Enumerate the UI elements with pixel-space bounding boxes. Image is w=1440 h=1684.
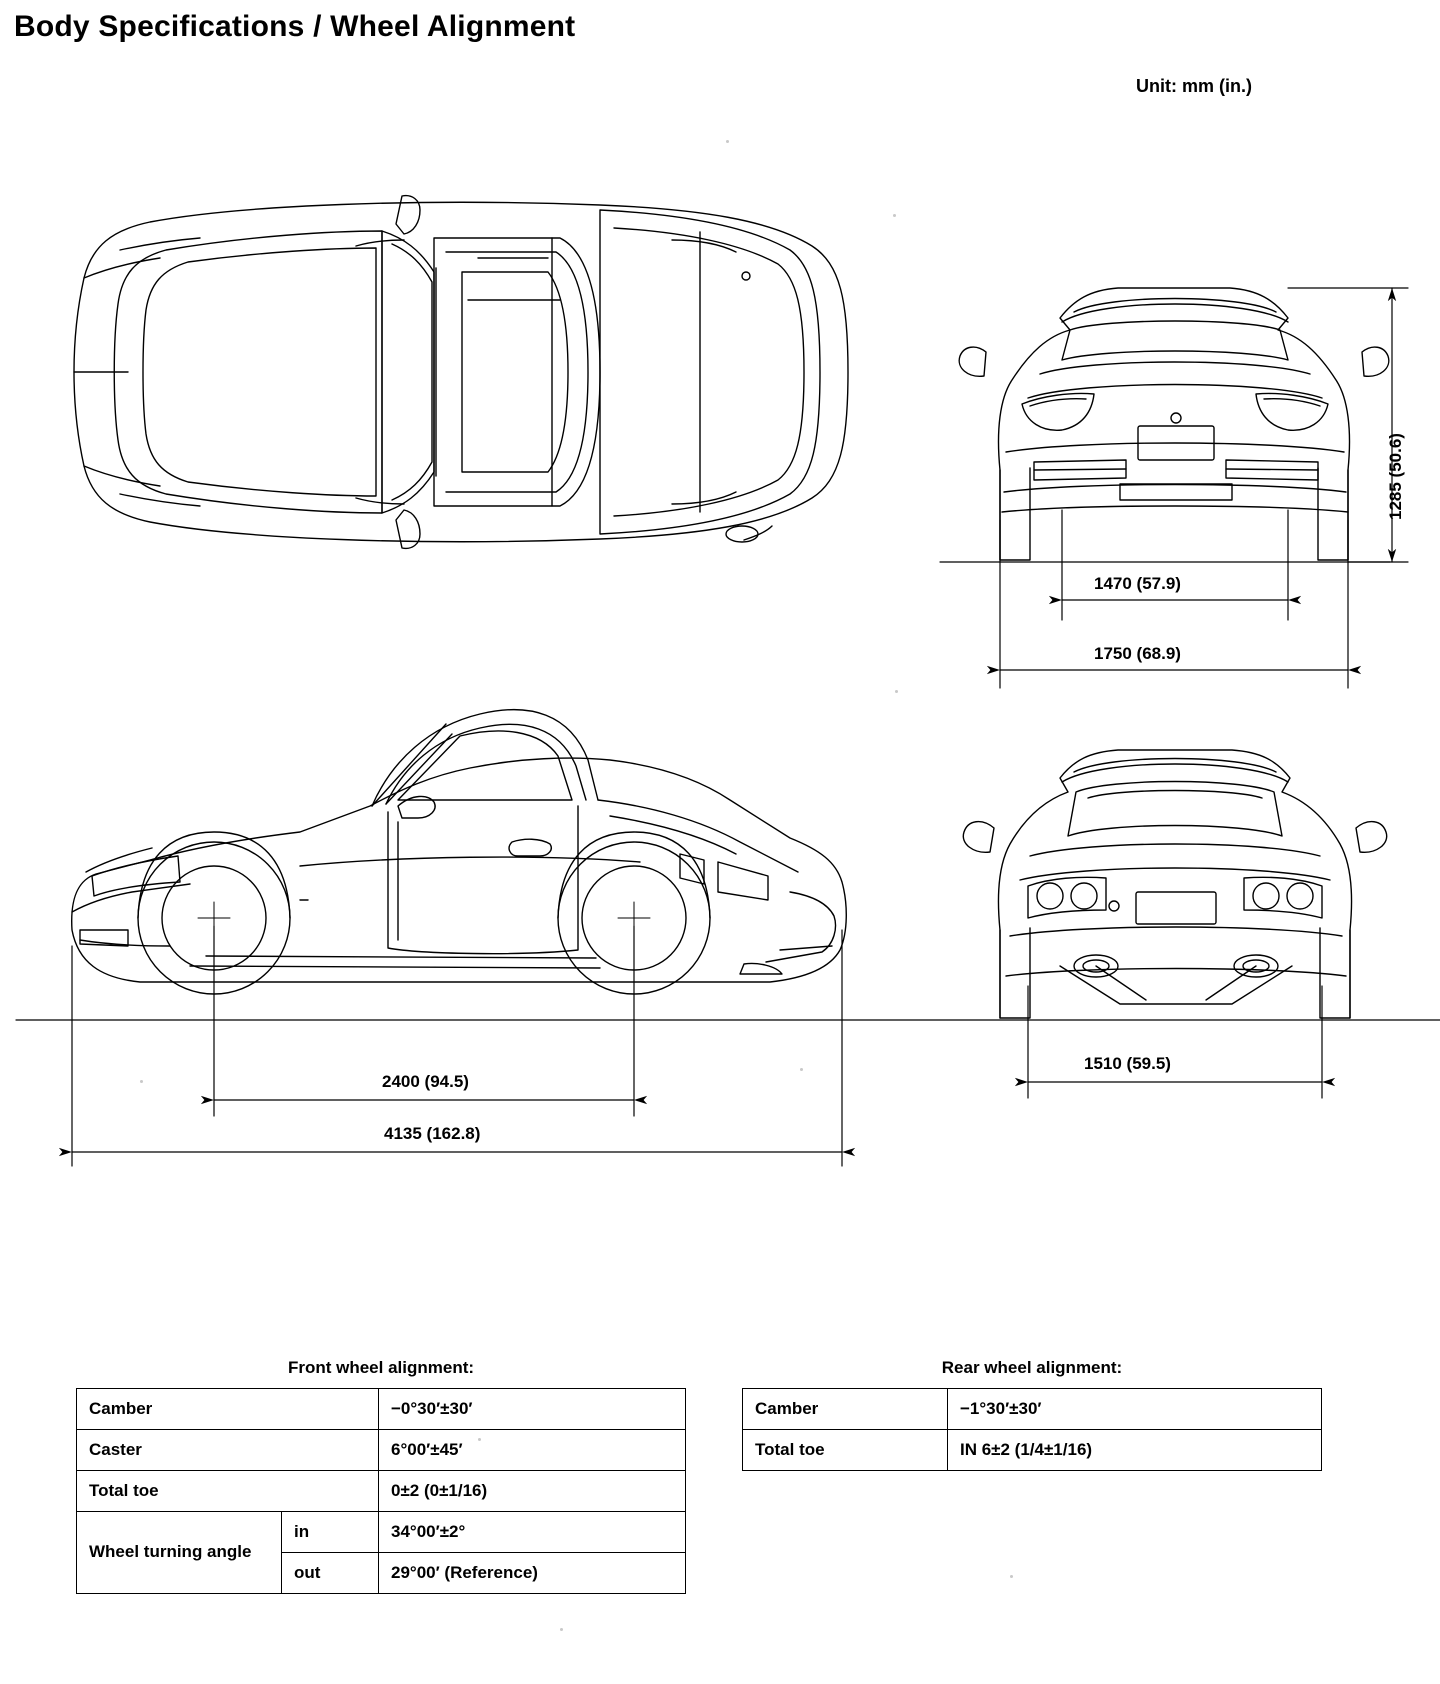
row-label: Wheel turning angle [77,1512,282,1594]
scan-speck [726,140,729,143]
page-title: Body Specifications / Wheel Alignment [14,10,576,43]
top-view-car [74,196,848,549]
rear-alignment-caption: Rear wheel alignment: [941,1358,1123,1377]
row-label: Total toe [743,1430,948,1471]
dim-overall-width: 1750 (68.9) [1094,644,1181,663]
scan-speck [893,214,896,217]
rear-alignment-table [742,1388,1322,1471]
front-alignment-caption: Front wheel alignment: [287,1358,475,1377]
scan-speck [1010,1575,1013,1578]
table-row [77,1512,686,1553]
row-value: 6°00′±45′ [379,1430,686,1471]
scan-speck [560,1628,563,1631]
row-value: −1°30′±30′ [948,1389,1322,1430]
table-row [743,1430,1322,1471]
scan-speck [895,690,898,693]
row-value: 34°00′±2° [379,1512,686,1553]
row-label: Camber [77,1389,379,1430]
scan-speck [140,1080,143,1083]
rear-alignment-block [742,1358,1322,1471]
unit-note: Unit: mm (in.) [1136,76,1252,96]
scan-speck [478,1438,481,1441]
table-row [77,1430,686,1471]
table-row [77,1471,686,1512]
row-value: 29°00′ (Reference) [379,1553,686,1594]
front-view-car [940,288,1390,562]
front-alignment-block [76,1358,686,1594]
side-view-car [16,710,1440,1020]
row-value: −0°30′±30′ [379,1389,686,1430]
row-sublabel: in [282,1512,379,1553]
dim-front-track: 1470 (57.9) [1094,574,1181,593]
row-label: Total toe [77,1471,379,1512]
rear-view-car [963,750,1386,1018]
table-row [77,1389,686,1430]
row-label: Camber [743,1389,948,1430]
dim-front-height: 1285 (50.6) [1386,433,1405,520]
dim-rear-track: 1510 (59.5) [1084,1054,1171,1073]
row-sublabel: out [282,1553,379,1594]
front-alignment-table [76,1388,686,1594]
row-label: Caster [77,1430,379,1471]
dim-wheelbase: 2400 (94.5) [382,1072,469,1091]
row-value: 0±2 (0±1/16) [379,1471,686,1512]
scan-speck [800,1068,803,1071]
dim-overall-length: 4135 (162.8) [384,1124,481,1143]
table-row [743,1389,1322,1430]
row-value: IN 6±2 (1/4±1/16) [948,1430,1322,1471]
